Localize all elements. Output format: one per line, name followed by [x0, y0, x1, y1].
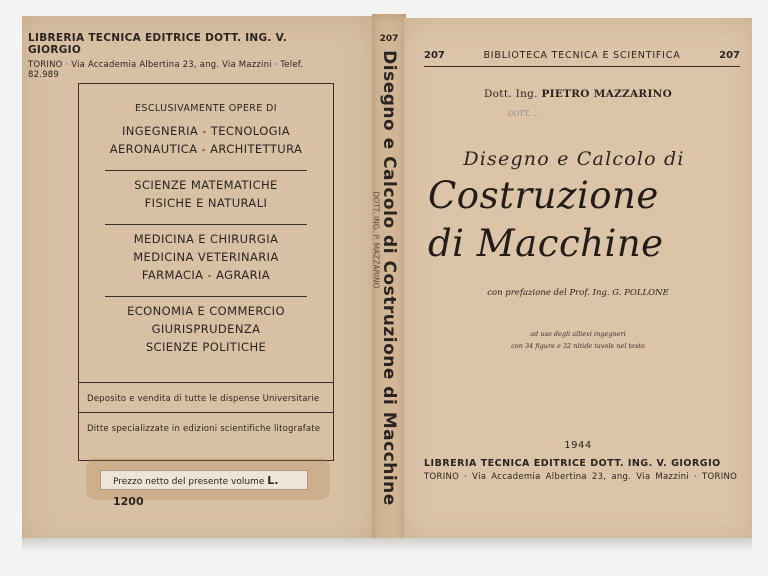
front-publisher-address: TORINO · Via Accademia Albertina 23, ang. Via Mazzini · TORINO	[424, 472, 738, 482]
pencil-note: DOTT. ...	[508, 110, 539, 118]
subject-line: INGEGNERIA - TECNOLOGIA	[121, 124, 291, 138]
preface-line: con prefazione del Prof. Ing. G. POLLONE	[487, 288, 669, 298]
spine-author: DOTT. ING. P. MAZZARINO	[371, 191, 381, 289]
subline-1: ad uso degli allievi ingegneri	[530, 330, 626, 338]
subjects-intro	[79, 100, 333, 118]
author-line	[404, 88, 752, 100]
subject-line: ECONOMIA E COMMERCIO	[127, 304, 285, 318]
subject-group-engineering	[79, 122, 333, 158]
divider	[105, 170, 307, 171]
subject-line: GIURISPRUDENZA	[151, 322, 261, 336]
subject-line: FARMACIA - AGRARIA	[141, 268, 271, 282]
subjects-intro-text: ESCLUSIVAMENTE OPERE DI	[135, 103, 277, 114]
price-text: Prezzo netto del presente volume	[113, 477, 265, 487]
title-line-2: Costruzione	[428, 174, 659, 217]
subject-line: SCIENZE POLITICHE	[145, 340, 267, 354]
series-name: BIBLIOTECA TECNICA E SCIENTIFICA	[483, 50, 681, 61]
author-name: PIETRO MAZZARINO	[541, 88, 673, 100]
price-label	[100, 470, 308, 508]
spine-number: 207	[379, 34, 399, 44]
publication-year: 1944	[564, 440, 592, 451]
deposit-line: Deposito e vendita di tutte le dispense Universitarie	[87, 394, 320, 404]
subject-line: MEDICINA E CHIRURGIA	[133, 232, 279, 246]
table-shadow	[22, 538, 752, 552]
divider	[79, 382, 333, 383]
divider	[105, 224, 307, 225]
title-line-3: di Macchine	[428, 222, 664, 265]
subject-line: SCIENZE MATEMATICHE	[134, 178, 278, 192]
subject-line: FISICHE E NATURALI	[144, 196, 268, 210]
series-number-right: 207	[719, 50, 740, 61]
subject-line: MEDICINA VETERINARIA	[133, 250, 279, 264]
series-header	[424, 50, 740, 61]
back-publisher-address: TORINO · Via Accademia Albertina 23, ang. Via Mazzini · Telef. 82.989	[28, 60, 304, 80]
divider	[79, 412, 333, 413]
author-prefix: Dott. Ing.	[483, 88, 538, 100]
series-rule	[424, 66, 740, 67]
specialty-line: Ditte specializzate in edizioni scientifiche litografate	[87, 424, 321, 434]
back-publisher-name: LIBRERIA TECNICA EDITRICE DOTT. ING. V. GIORGIO	[28, 32, 288, 56]
subject-group-sciences	[79, 176, 333, 212]
subject-line: AERONAUTICA - ARCHITETTURA	[109, 142, 303, 156]
subline-2: con 34 figure e 32 nitide tavole nel testo	[511, 342, 645, 350]
series-number-left: 207	[424, 50, 445, 61]
subject-group-medicine	[79, 230, 333, 284]
price-value: L. 1200	[113, 474, 279, 508]
divider	[105, 296, 307, 297]
back-publisher-header	[28, 32, 328, 80]
subjects-frame	[78, 83, 334, 461]
title-line-1: Disegno e Calcolo di	[463, 148, 685, 170]
spine-title: Disegno e Calcolo di Costruzione di Macchine	[379, 50, 399, 506]
front-publisher-name: LIBRERIA TECNICA EDITRICE DOTT. ING. V. GIORGIO	[424, 458, 721, 469]
subject-group-economics	[79, 302, 333, 356]
